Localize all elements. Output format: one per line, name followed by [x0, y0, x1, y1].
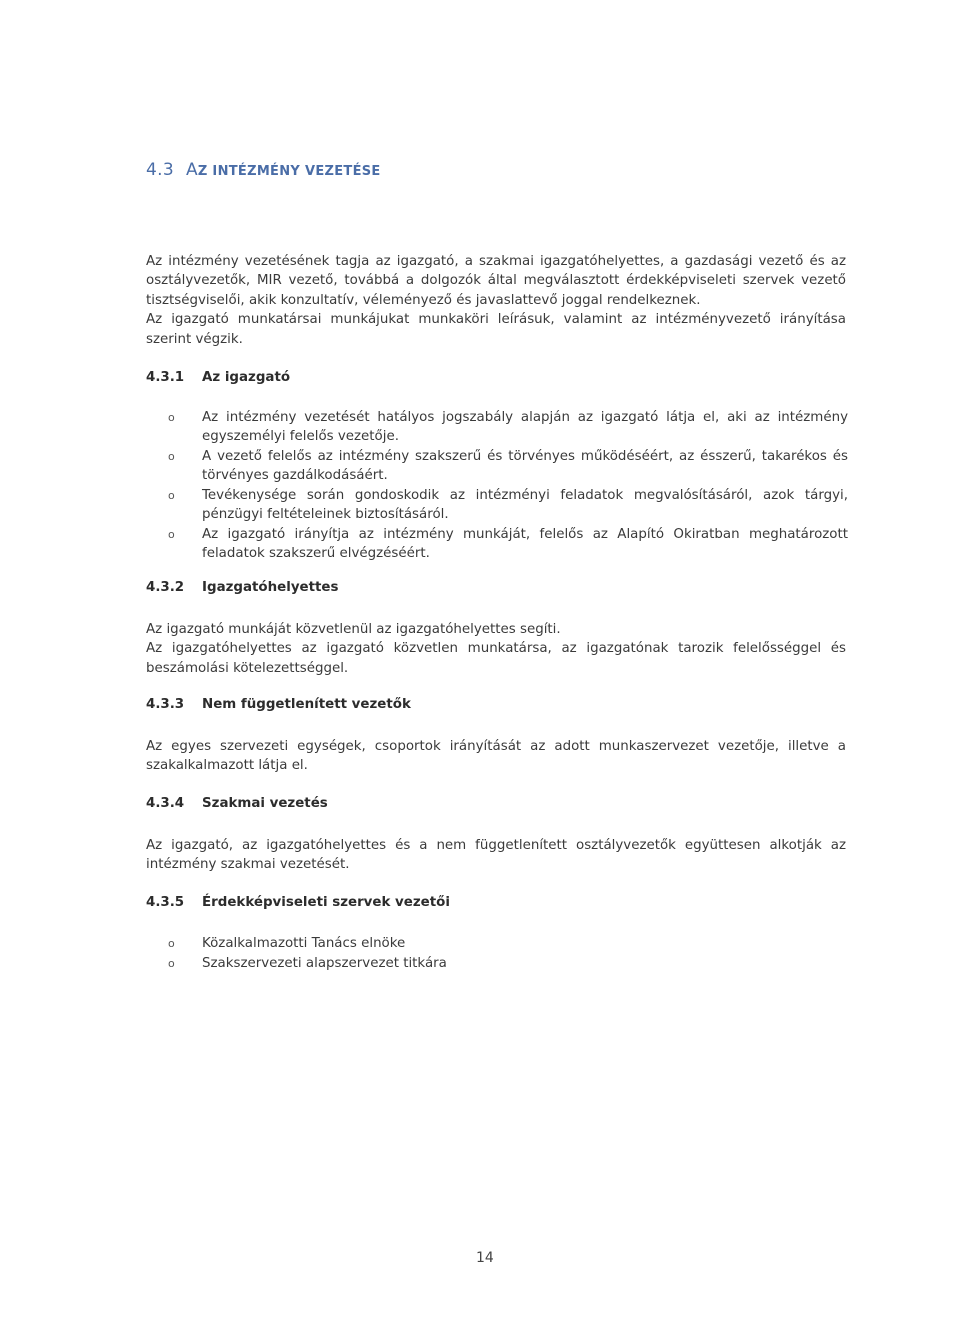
bullet-circle-icon: o [168, 450, 175, 463]
list-item [168, 954, 848, 973]
intro-block [146, 252, 846, 349]
subsection-title: Nem függetlenített vezetők [202, 697, 411, 712]
subsection-heading-4-3-4 [146, 796, 328, 811]
bullet-circle-icon: o [168, 411, 175, 424]
representatives-list [168, 934, 848, 974]
subsection-title: Az igazgató [202, 370, 291, 385]
paragraph: Az igazgató, az igazgatóhelyettes és a nem függetlenített osztályvezetők együttesen alkotják az intézmény szakmai vezetését. [146, 838, 846, 873]
paragraph: Az igazgatóhelyettes az igazgató közvetlen munkatársa, az igazgatónak tarozik felelősséggel és beszámolási kötelezettséggel. [146, 641, 846, 676]
list-item-text: Tevékenysége során gondoskodik az intézményi feladatok megvalósításáról, azok tárgyi, pénzügyi feltételeinek biztosításáról. [202, 488, 848, 522]
subsection-number: 4.3.2 [146, 580, 185, 595]
list-item [168, 934, 848, 953]
section-title-rest: Z INTÉZMÉNY VEZETÉSE [197, 164, 381, 179]
subsection-number: 4.3.5 [146, 895, 185, 910]
deputy-director-paragraphs [146, 620, 846, 678]
list-item [168, 525, 848, 563]
director-duties-list [168, 408, 848, 564]
list-item-text: Az intézmény vezetését hatályos jogszabály alapján az igazgató látja el, aki az intézmény egyszemélyi felelős vezetője. [202, 410, 848, 444]
list-item [168, 447, 848, 485]
list-item-text: Az igazgató irányítja az intézmény munkáját, felelős az Alapító Okiratban meghatározott feladatok szakszerű elvégzéséért. [202, 527, 848, 561]
subsection-heading-4-3-3 [146, 697, 411, 712]
non-dedicated-leaders-paragraph [146, 737, 846, 776]
paragraph: Az igazgató munkáját közvetlenül az igazgatóhelyettes segíti. [146, 622, 561, 637]
intro-paragraph: Az intézmény vezetésének tagja az igazgató, a szakmai igazgatóhelyettes, a gazdasági vezető és az osztályvezetők, MIR vezető, továbbá a dolgozók által megválasztott érdekképviseleti szervek vezető tisztségviselői, akik konzultatív, véleményező és javaslattevő joggal rendelkeznek. [146, 254, 846, 308]
subsection-heading-4-3-5 [146, 895, 450, 910]
subsection-heading-4-3-1 [146, 370, 290, 385]
bullet-circle-icon: o [168, 957, 175, 970]
list-item [168, 408, 848, 446]
subsection-number: 4.3.3 [146, 697, 185, 712]
bullet-circle-icon: o [168, 489, 175, 502]
subsection-number: 4.3.1 [146, 370, 185, 385]
list-item-text: Közalkalmazotti Tanács elnöke [202, 936, 406, 951]
list-item-text: A vezető felelős az intézmény szakszerű és törvényes működéséért, az ésszerű, takarékos és törvényes gazdálkodásáért. [202, 449, 848, 483]
intro-paragraph: Az igazgató munkatársai munkájukat munkaköri leírásuk, valamint az intézményvezető irányítása szerint végzik. [146, 312, 846, 347]
subsection-title: Érdekképviseleti szervek vezetői [202, 895, 450, 910]
professional-management-paragraph [146, 836, 846, 875]
section-title-initial: A [185, 160, 198, 180]
list-item [168, 486, 848, 524]
bullet-circle-icon: o [168, 937, 175, 950]
subsection-number: 4.3.4 [146, 796, 185, 811]
section-number: 4.3 [146, 160, 174, 180]
section-title [146, 160, 381, 180]
subsection-heading-4-3-2 [146, 580, 339, 595]
subsection-title: Szakmai vezetés [202, 796, 328, 811]
subsection-title: Igazgatóhelyettes [202, 580, 339, 595]
bullet-circle-icon: o [168, 528, 175, 541]
page-number: 14 [476, 1250, 494, 1266]
paragraph: Az egyes szervezeti egységek, csoportok irányítását az adott munkaszervezet vezetője, illetve a szakalkalmazott látja el. [146, 739, 846, 774]
list-item-text: Szakszervezeti alapszervezet titkára [202, 956, 447, 971]
